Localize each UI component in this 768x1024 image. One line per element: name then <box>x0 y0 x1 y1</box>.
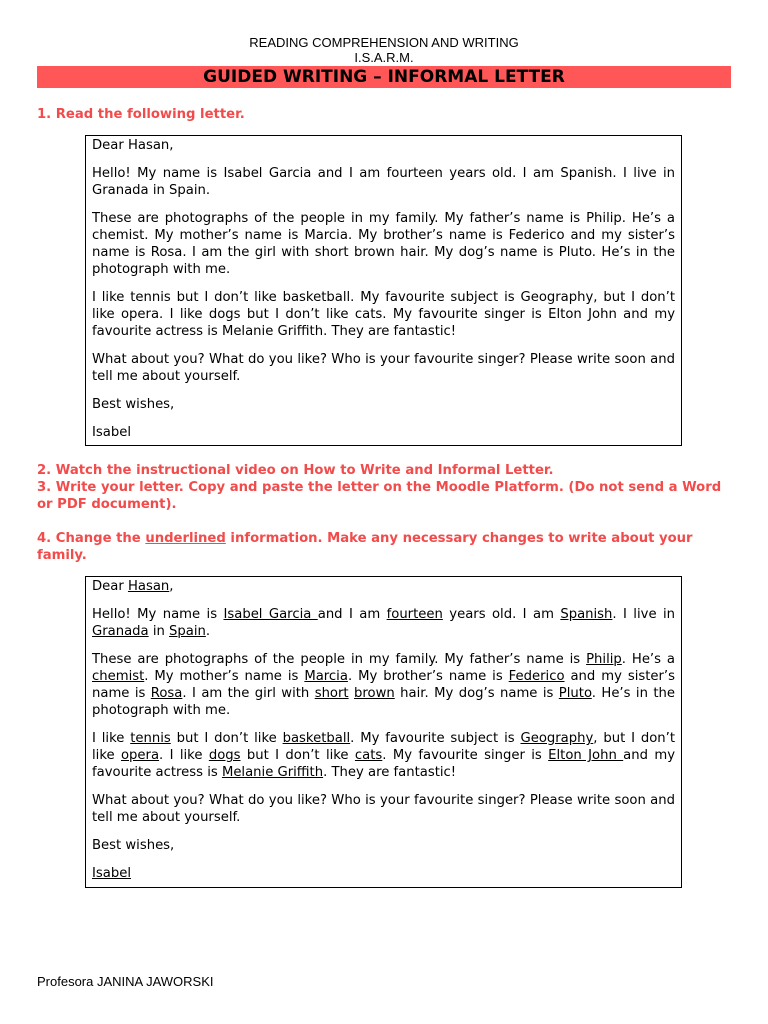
letter-paragraph-questions: What about you? What do you like? Who is your favourite singer? Please write soon and tell me about yourself. <box>92 352 675 384</box>
page-title: GUIDED WRITING – INFORMAL LETTER <box>37 66 731 88</box>
instruction-step-1: 1. Read the following letter. <box>37 107 245 122</box>
header-course-title: READING COMPREHENSION AND WRITING <box>249 35 519 50</box>
template-letter-box <box>85 576 682 888</box>
template-paragraph-questions: What about you? What do you like? Who is your favourite singer? Please write soon and tell me about yourself. <box>92 793 675 825</box>
header-institution: I.S.A.R.M. <box>354 50 414 65</box>
template-paragraph-likes: I like tennis but I don’t like basketball. My favourite subject is Geography, but I don’t like opera. I like dogs but I don’t like cats. My favourite singer is Elton John and my favourite actress is Melanie Griffith. They are fantastic! <box>92 731 676 780</box>
template-greeting: Dear Hasan, <box>92 579 174 594</box>
letter-closing: Best wishes, <box>92 397 175 412</box>
template-signature: Isabel <box>92 866 131 881</box>
letter-greeting: Dear Hasan, <box>92 138 174 153</box>
underlined-keyword: underlined <box>145 531 226 546</box>
instruction-step-4: 4. Change the underlined information. Make any necessary changes to write about your family. <box>37 531 693 563</box>
instruction-step-2: 2. Watch the instructional video on How to Write and Informal Letter. <box>37 463 554 478</box>
sample-letter-box <box>85 135 682 446</box>
template-paragraph-intro: Hello! My name is Isabel Garcia and I am fourteen years old. I am Spanish. I live in Granada in Spain. <box>92 607 675 639</box>
teacher-name-footer: Profesora JANINA JAWORSKI <box>37 974 214 989</box>
letter-paragraph-likes: I like tennis but I don’t like basketball. My favourite subject is Geography, but I don’t like opera. I like dogs but I don’t like cats. My favourite singer is Elton John and my favourite actress is Melanie Griffith. They are fantastic! <box>92 290 676 339</box>
letter-signature: Isabel <box>92 425 131 440</box>
template-paragraph-family: These are photographs of the people in my family. My father’s name is Philip. He’s a chemist. My mother’s name is Marcia. My brother’s name is Federico and my sister’s name is Rosa. I am the girl with short brown hair. My dog’s name is Pluto. He’s in the photograph with me. <box>92 652 676 718</box>
template-closing: Best wishes, <box>92 838 175 853</box>
letter-paragraph-family: These are photographs of the people in my family. My father’s name is Philip. He’s a chemist. My mother’s name is Marcia. My brother’s name is Federico and my sister’s name is Rosa. I am the girl with short brown hair. My dog’s name is Pluto. He’s in the photograph with me. <box>92 211 676 277</box>
instruction-step-3: 3. Write your letter. Copy and paste the letter on the Moodle Platform. (Do not send a Word or PDF document). <box>37 480 722 512</box>
letter-paragraph-intro: Hello! My name is Isabel Garcia and I am fourteen years old. I am Spanish. I live in Granada in Spain. <box>92 166 675 198</box>
